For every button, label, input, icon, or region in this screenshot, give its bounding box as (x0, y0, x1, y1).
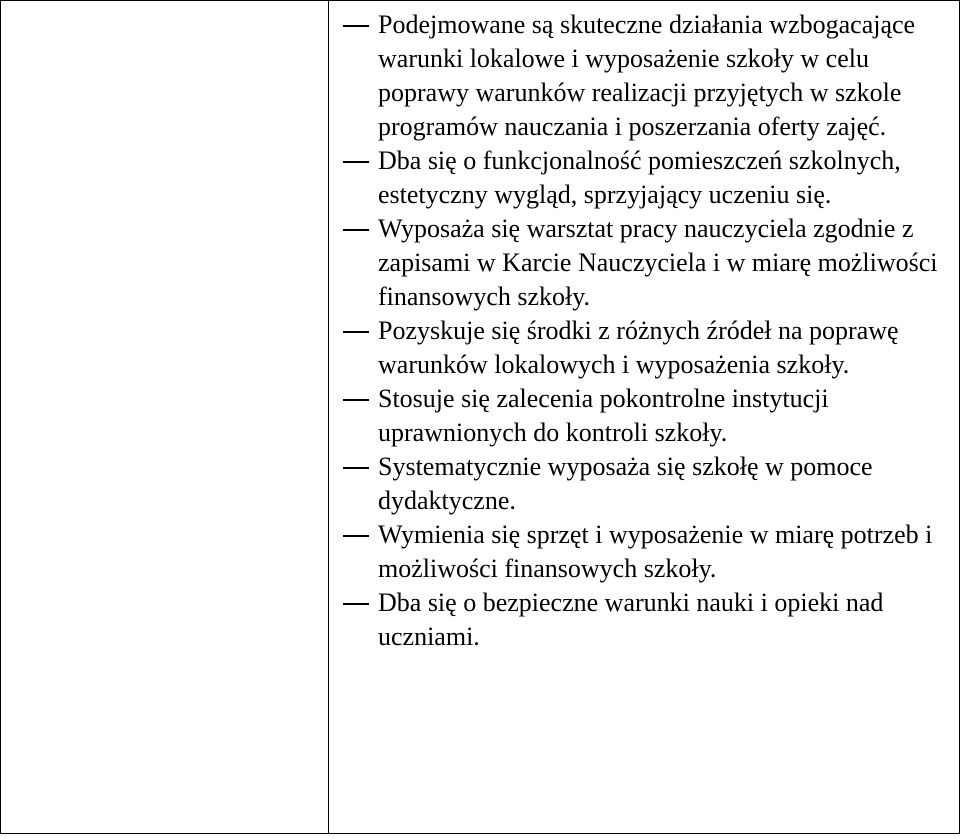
list-item (329, 8, 959, 144)
dash-bullet-icon (343, 603, 369, 605)
list-item (329, 314, 959, 382)
list-item-text: Wymienia się sprzęt i wyposażenie w miarę potrzeb i możliwości finansowych szkoły. (378, 520, 933, 583)
left-cell (1, 1, 329, 834)
list-item-text: Podejmowane są skuteczne działania wzbogacające warunki lokalowe i wyposażenie szkoły w celu poprawy warunków realizacji przyjętych w szkole programów nauczania i poszerzania oferty zajęć. (378, 10, 916, 141)
table-row (1, 1, 960, 834)
list-item-text: Dba się o funkcjonalność pomieszczeń szkolnych, estetyczny wygląd, sprzyjający uczeniu się. (378, 146, 901, 209)
dash-bullet-icon (343, 399, 369, 401)
list-item-text: Pozyskuje się środki z różnych źródeł na poprawę warunków lokalowych i wyposażenia szkoły. (378, 316, 899, 379)
right-cell (329, 1, 960, 834)
list-item (329, 144, 959, 212)
list-item-text: Stosuje się zalecenia pokontrolne instytucji uprawnionych do kontroli szkoły. (378, 384, 829, 447)
list-item-text: Systematycznie wyposaża się szkołę w pomoce dydaktyczne. (378, 452, 873, 515)
list-item (329, 586, 959, 654)
list-item (329, 450, 959, 518)
list-item (329, 382, 959, 450)
dash-bullet-icon (343, 161, 369, 163)
dash-bullet-icon (343, 229, 369, 231)
list-item (329, 518, 959, 586)
dash-bullet-icon (343, 25, 369, 27)
dash-bullet-icon (343, 331, 369, 333)
bullet-list (329, 1, 959, 654)
list-item-text: Wyposaża się warsztat pracy nauczyciela zgodnie z zapisami w Karcie Nauczyciela i w miarę możliwości finansowych szkoły. (378, 214, 938, 311)
list-item (329, 212, 959, 314)
dash-bullet-icon (343, 467, 369, 469)
dash-bullet-icon (343, 535, 369, 537)
list-item-text: Dba się o bezpieczne warunki nauki i opieki nad uczniami. (378, 588, 884, 651)
